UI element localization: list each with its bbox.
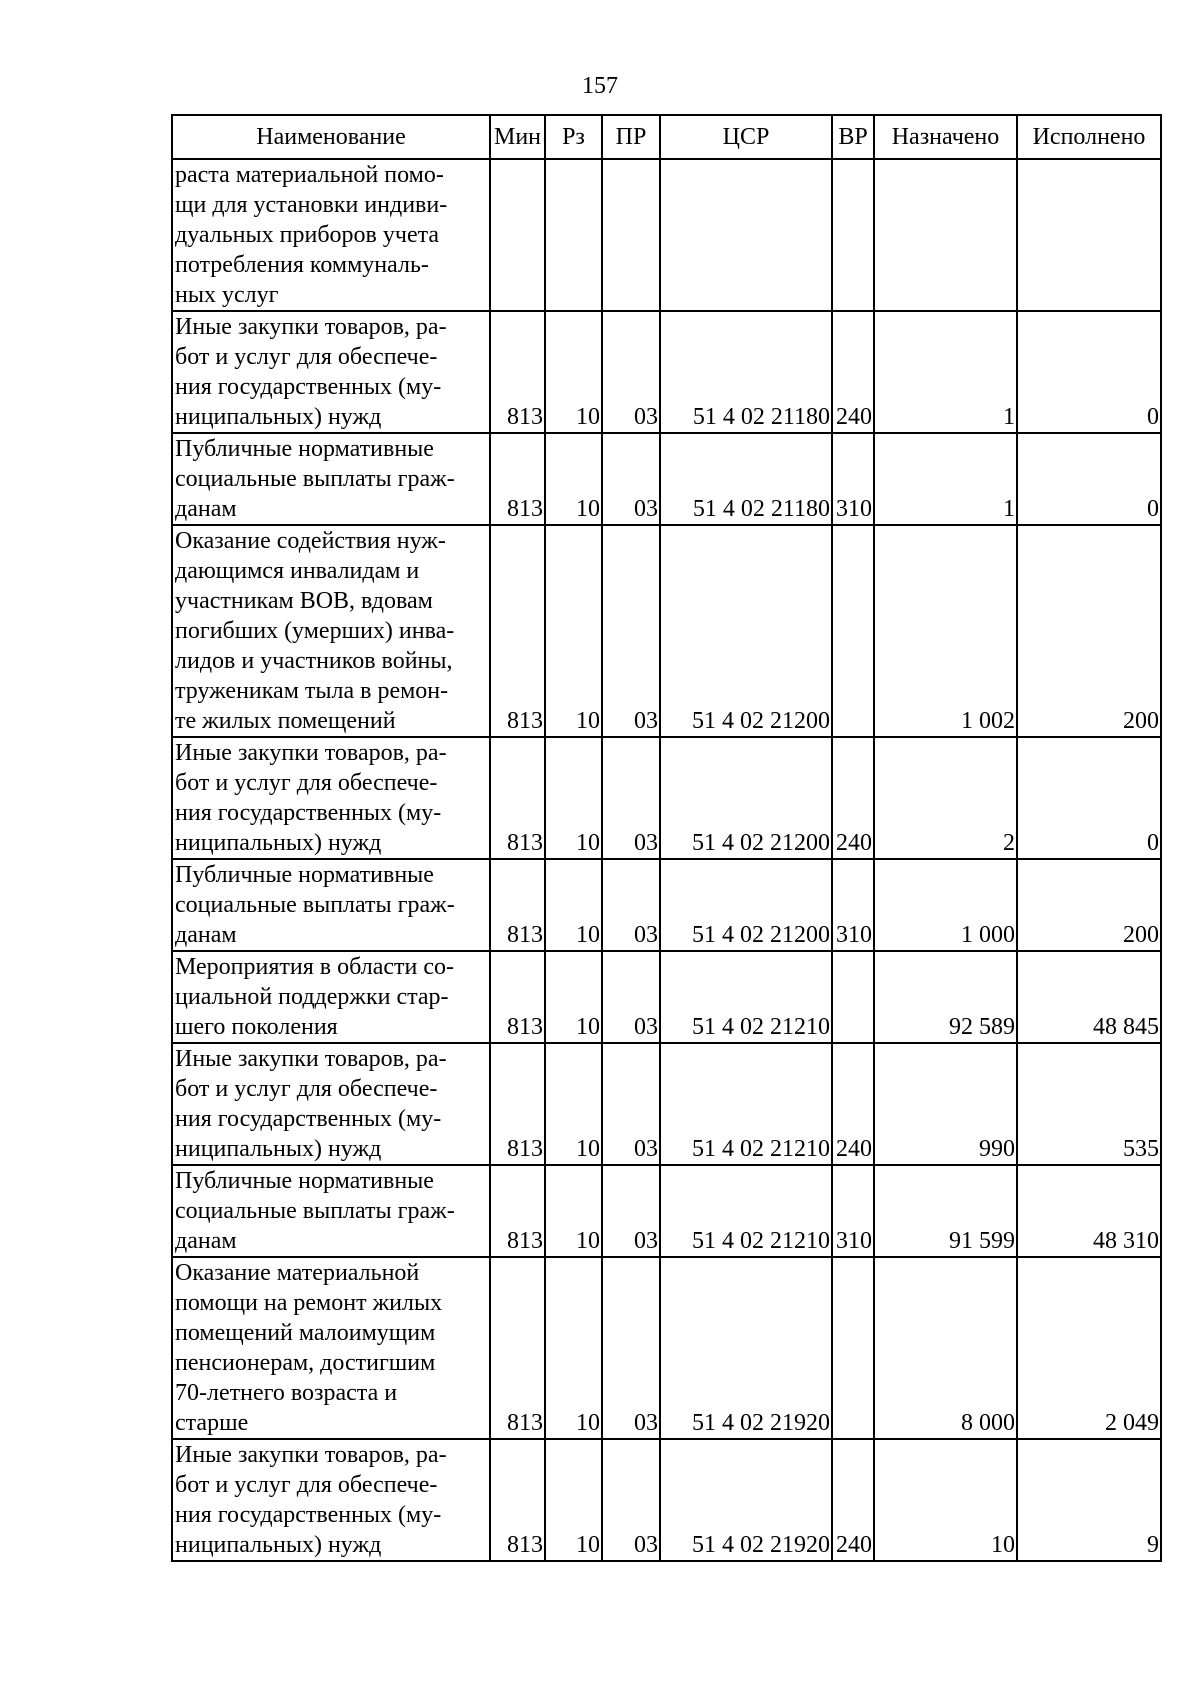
cell-assigned: 1 000: [874, 859, 1017, 951]
name-line: Публичные нормативные: [175, 862, 434, 888]
cell-executed: 48 845: [1017, 951, 1161, 1043]
cell-csr: 51 4 02 21920: [660, 1439, 832, 1561]
cell-min: 813: [490, 525, 545, 737]
name-line: шего поколения: [175, 1014, 338, 1040]
name-line: пенсионерам, достигшим: [175, 1350, 436, 1376]
name-line: Мероприятия в области со-: [175, 954, 454, 980]
cell-csr: [660, 159, 832, 311]
cell-min: 813: [490, 1257, 545, 1439]
cell-vr: [832, 159, 874, 311]
cell-executed: 0: [1017, 311, 1161, 433]
cell-assigned: 1: [874, 433, 1017, 525]
name-line: данам: [175, 1228, 237, 1254]
cell-csr: 51 4 02 21210: [660, 951, 832, 1043]
cell-pr: 03: [602, 737, 660, 859]
cell-assigned: [874, 159, 1017, 311]
name-line: Иные закупки товаров, ра-: [175, 1442, 447, 1468]
table-row: [172, 311, 1161, 433]
cell-vr: [832, 951, 874, 1043]
cell-pr: 03: [602, 1165, 660, 1257]
name-line: помещений малоимущим: [175, 1320, 436, 1346]
cell-vr: 240: [832, 311, 874, 433]
cell-vr: 240: [832, 1439, 874, 1561]
cell-assigned: 990: [874, 1043, 1017, 1165]
cell-executed: 535: [1017, 1043, 1161, 1165]
name-line: бот и услуг для обеспече-: [175, 1472, 438, 1498]
name-line: помощи на ремонт жилых: [175, 1290, 443, 1316]
table-row: [172, 1043, 1161, 1165]
name-line: бот и услуг для обеспече-: [175, 770, 438, 796]
cell-assigned: 91 599: [874, 1165, 1017, 1257]
cell-pr: 03: [602, 311, 660, 433]
name-line: участникам ВОВ, вдовам: [175, 588, 433, 614]
name-line: потребления коммуналь-: [175, 252, 429, 278]
cell-vr: 240: [832, 1043, 874, 1165]
name-line: раста материальной помо-: [175, 162, 444, 188]
name-line: социальные выплаты граж-: [175, 892, 455, 918]
name-line: бот и услуг для обеспече-: [175, 1076, 438, 1102]
cell-pr: 03: [602, 859, 660, 951]
cell-vr: [832, 525, 874, 737]
cell-rz: [545, 159, 602, 311]
name-line: Иные закупки товаров, ра-: [175, 1046, 447, 1072]
cell-assigned: 2: [874, 737, 1017, 859]
cell-min: 813: [490, 1165, 545, 1257]
name-line: ниципальных) нужд: [175, 830, 382, 856]
cell-csr: 51 4 02 21200: [660, 525, 832, 737]
cell-name: [172, 433, 490, 525]
name-line: Публичные нормативные: [175, 436, 434, 462]
cell-assigned: 1: [874, 311, 1017, 433]
table-row: [172, 951, 1161, 1043]
table-row: [172, 159, 1161, 311]
cell-min: 813: [490, 951, 545, 1043]
cell-executed: [1017, 159, 1161, 311]
name-line: Оказание содействия нуж-: [175, 528, 446, 554]
name-line: дающимся инвалидам и: [175, 558, 420, 584]
cell-pr: [602, 159, 660, 311]
cell-rz: 10: [545, 525, 602, 737]
cell-rz: 10: [545, 951, 602, 1043]
cell-name: [172, 525, 490, 737]
cell-min: 813: [490, 859, 545, 951]
cell-assigned: 92 589: [874, 951, 1017, 1043]
cell-name: [172, 1043, 490, 1165]
cell-pr: 03: [602, 951, 660, 1043]
table-row: [172, 433, 1161, 525]
cell-executed: 0: [1017, 737, 1161, 859]
name-line: ниципальных) нужд: [175, 1136, 382, 1162]
cell-name: [172, 1439, 490, 1561]
table-header-row: [172, 115, 1161, 159]
cell-name: [172, 1257, 490, 1439]
cell-pr: 03: [602, 433, 660, 525]
budget-table: [171, 114, 1162, 1562]
table-row: [172, 1439, 1161, 1561]
cell-name: [172, 859, 490, 951]
header-min: Мин: [490, 115, 545, 159]
name-line: ных услуг: [175, 282, 279, 308]
name-line: Иные закупки товаров, ра-: [175, 740, 447, 766]
cell-min: [490, 159, 545, 311]
table-row: [172, 737, 1161, 859]
name-line: ния государственных (му-: [175, 1106, 442, 1132]
name-line: социальные выплаты граж-: [175, 466, 455, 492]
name-line: лидов и участников войны,: [175, 648, 453, 674]
name-line: те жилых помещений: [175, 708, 396, 734]
cell-name: [172, 951, 490, 1043]
cell-rz: 10: [545, 433, 602, 525]
cell-name: [172, 1165, 490, 1257]
header-name: Наименование: [172, 115, 490, 159]
cell-rz: 10: [545, 311, 602, 433]
name-line: социальные выплаты граж-: [175, 1198, 455, 1224]
cell-csr: 51 4 02 21200: [660, 859, 832, 951]
name-line: погибших (умерших) инва-: [175, 618, 455, 644]
cell-executed: 200: [1017, 525, 1161, 737]
name-line: Оказание материальной: [175, 1260, 420, 1286]
table-row: [172, 859, 1161, 951]
name-line: ния государственных (му-: [175, 800, 442, 826]
cell-vr: [832, 1257, 874, 1439]
header-executed: Исполнено: [1017, 115, 1161, 159]
cell-rz: 10: [545, 859, 602, 951]
cell-min: 813: [490, 1439, 545, 1561]
cell-csr: 51 4 02 21180: [660, 311, 832, 433]
name-line: дуальных приборов учета: [175, 222, 440, 248]
cell-vr: 310: [832, 433, 874, 525]
name-line: циальной поддержки стар-: [175, 984, 449, 1010]
cell-rz: 10: [545, 1165, 602, 1257]
page-number: 157: [582, 73, 618, 99]
cell-min: 813: [490, 737, 545, 859]
name-line: Иные закупки товаров, ра-: [175, 314, 447, 340]
cell-rz: 10: [545, 1439, 602, 1561]
cell-pr: 03: [602, 1043, 660, 1165]
cell-pr: 03: [602, 1439, 660, 1561]
cell-assigned: 8 000: [874, 1257, 1017, 1439]
cell-csr: 51 4 02 21210: [660, 1043, 832, 1165]
cell-vr: 240: [832, 737, 874, 859]
name-line: данам: [175, 922, 237, 948]
cell-pr: 03: [602, 525, 660, 737]
name-line: труженикам тыла в ремон-: [175, 678, 449, 704]
cell-executed: 0: [1017, 433, 1161, 525]
cell-min: 813: [490, 433, 545, 525]
name-line: 70-летнего возраста и: [175, 1380, 398, 1406]
table-row: [172, 1257, 1161, 1439]
table-row: [172, 525, 1161, 737]
cell-pr: 03: [602, 1257, 660, 1439]
cell-executed: 9: [1017, 1439, 1161, 1561]
name-line: ниципальных) нужд: [175, 1532, 382, 1558]
table-row: [172, 1165, 1161, 1257]
cell-assigned: 1 002: [874, 525, 1017, 737]
cell-vr: 310: [832, 1165, 874, 1257]
cell-rz: 10: [545, 1257, 602, 1439]
name-line: ниципальных) нужд: [175, 404, 382, 430]
cell-rz: 10: [545, 1043, 602, 1165]
name-line: ния государственных (му-: [175, 1502, 442, 1528]
name-line: бот и услуг для обеспече-: [175, 344, 438, 370]
cell-csr: 51 4 02 21210: [660, 1165, 832, 1257]
cell-rz: 10: [545, 737, 602, 859]
cell-executed: 200: [1017, 859, 1161, 951]
cell-executed: 48 310: [1017, 1165, 1161, 1257]
cell-csr: 51 4 02 21200: [660, 737, 832, 859]
cell-name: [172, 159, 490, 311]
cell-csr: 51 4 02 21920: [660, 1257, 832, 1439]
header-rz: Рз: [545, 115, 602, 159]
cell-name: [172, 311, 490, 433]
header-csr: ЦСР: [660, 115, 832, 159]
cell-assigned: 10: [874, 1439, 1017, 1561]
cell-vr: 310: [832, 859, 874, 951]
cell-csr: 51 4 02 21180: [660, 433, 832, 525]
cell-executed: 2 049: [1017, 1257, 1161, 1439]
table-body: [172, 159, 1161, 1561]
name-line: ния государственных (му-: [175, 374, 442, 400]
cell-min: 813: [490, 311, 545, 433]
header-assigned: Назначено: [874, 115, 1017, 159]
header-pr: ПР: [602, 115, 660, 159]
name-line: Публичные нормативные: [175, 1168, 434, 1194]
header-vr: ВР: [832, 115, 874, 159]
name-line: старше: [175, 1410, 249, 1436]
name-line: щи для установки индиви-: [175, 192, 448, 218]
name-line: данам: [175, 496, 237, 522]
cell-min: 813: [490, 1043, 545, 1165]
cell-name: [172, 737, 490, 859]
